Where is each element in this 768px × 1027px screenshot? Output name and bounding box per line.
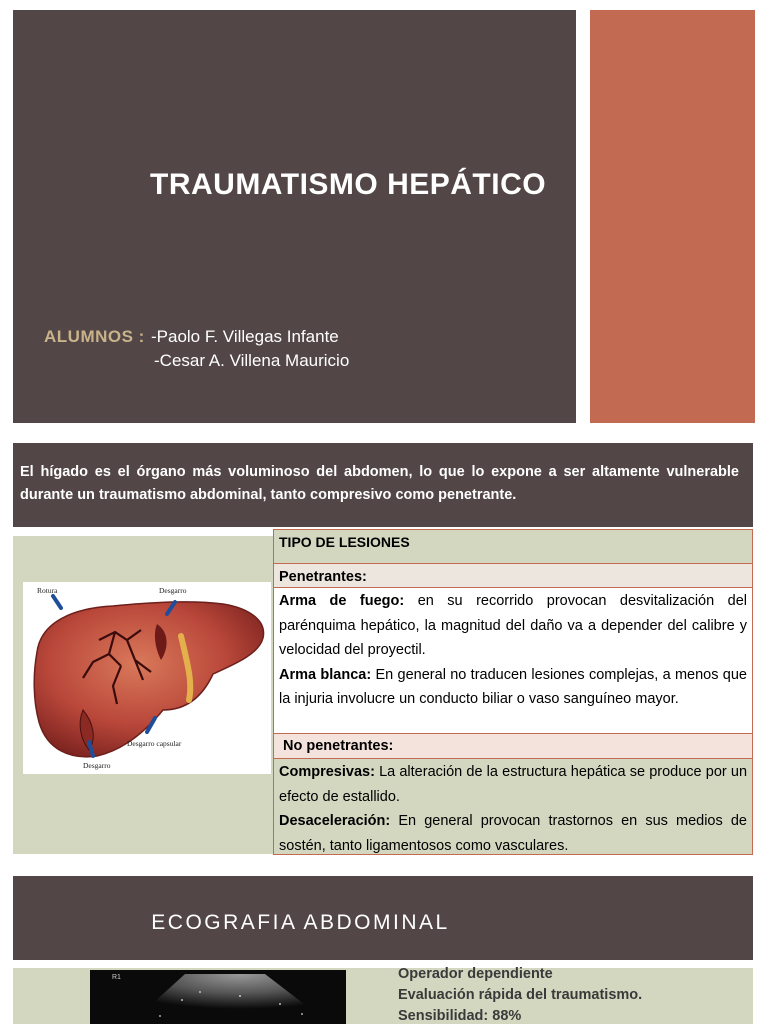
- desaceleracion-term: Desaceleración:: [279, 813, 391, 829]
- ultrasound-scan-illustration: [90, 970, 346, 1024]
- lesion-types-table: [273, 529, 753, 855]
- note-line-3: Sensibilidad: 88%: [398, 1008, 522, 1024]
- compresivas-term: Compresivas:: [279, 764, 375, 780]
- student-name-1: -Paolo F. Villegas Infante: [151, 327, 339, 346]
- student-name-2: -Cesar A. Villena Mauricio: [154, 351, 350, 370]
- penetrating-title: Penetrantes:: [274, 564, 752, 588]
- arma-fuego-text: en su recorrido provocan desvitalización del parénquima hepático, la magnitud del daño va a depender del calibre y velocidad del proyectil.: [279, 593, 747, 658]
- arma-fuego-term: Arma de fuego:: [279, 593, 405, 609]
- students-label: ALUMNOS :: [44, 327, 145, 346]
- ultrasound-tag: R1: [112, 974, 121, 981]
- desaceleracion-entry: [279, 809, 747, 858]
- compresivas-entry: [279, 760, 747, 809]
- non-penetrating-content: [274, 759, 752, 854]
- arma-blanca-text: En general no traducen lesiones complejas, a menos que la injuria involucre un conducto biliar o vaso sanguíneo mayor.: [279, 666, 747, 707]
- desaceleracion-text: En general provocan trastornos en sus medios de sostén, tanto ligamentosos como vasculares.: [279, 813, 747, 854]
- ultrasound-image: [90, 970, 346, 1024]
- liver-injury-figure: [23, 582, 271, 774]
- label-desgarro-top: Desgarro: [159, 586, 187, 595]
- non-penetrating-title: No penetrantes:: [274, 734, 752, 759]
- arma-blanca-term: Arma blanca:: [279, 666, 372, 683]
- title-slide-accent-bar: [590, 10, 755, 423]
- slide-title: TRAUMATISMO HEPÁTICO: [150, 168, 547, 201]
- penetrating-content: [274, 588, 752, 734]
- label-desgarro-capsular: Desgarro capsular: [127, 739, 182, 748]
- arma-fuego-entry: [279, 589, 747, 663]
- ultrasound-title: ECOGRAFIA ABDOMINAL: [151, 911, 450, 934]
- arma-blanca-entry: [279, 663, 747, 712]
- table-heading: TIPO DE LESIONES: [274, 530, 752, 564]
- note-line-1: Operador dependiente: [398, 966, 553, 982]
- note-line-2: Evaluación rápida del traumatismo.: [398, 987, 643, 1003]
- compresivas-text: La alteración de la estructura hepática se produce por un efecto de estallido.: [279, 764, 748, 805]
- ultrasound-notes: [398, 964, 642, 1027]
- label-rotura: Rotura: [37, 586, 58, 595]
- intro-text: El hígado es el órgano más voluminoso del abdomen, lo que lo expone a ser altamente vulnerable durante un traumatismo abdominal, tanto compresivo como penetrante.: [20, 464, 739, 503]
- label-desgarro-bottom: Desgarro: [83, 761, 111, 770]
